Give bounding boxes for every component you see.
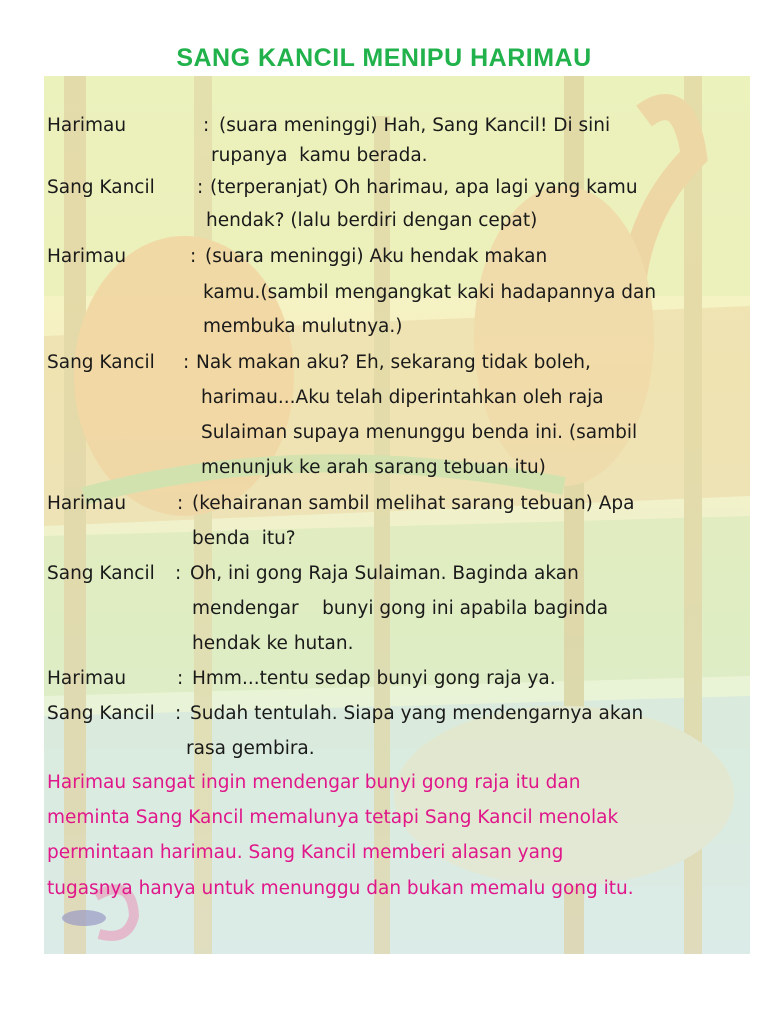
narration-line: tugasnya hanya untuk menunggu dan bukan memalu gong itu. <box>47 878 634 899</box>
dialogue-line: harimau...Aku telah diperintahkan oleh raja <box>201 387 604 408</box>
separator: : <box>177 493 184 514</box>
dialogue-line: Oh, ini gong Raja Sulaiman. Baginda akan <box>190 563 579 584</box>
dialogue-line: Nak makan aku? Eh, sekarang tidak boleh, <box>196 352 591 373</box>
dialogue-line: Sulaiman supaya menunggu benda ini. (sambil <box>201 422 638 443</box>
dialogue-line: menunjuk ke arah sarang tebuan itu) <box>201 457 546 478</box>
dialogue-line: rupanya kamu berada. <box>211 145 428 166</box>
dialogue-line: kamu.(sambil mengangkat kaki hadapannya dan <box>203 282 657 303</box>
dialogue-line: (suara meninggi) Hah, Sang Kancil! Di sini <box>219 115 611 136</box>
dialogue-line: Sudah tentulah. Siapa yang mendengarnya akan <box>190 703 644 724</box>
dialogue-line: mendengar bunyi gong ini apabila baginda <box>192 598 609 619</box>
speaker-label: Sang Kancil <box>47 177 155 198</box>
dialogue-line: membuka mulutnya.) <box>203 316 403 337</box>
speaker-label: Sang Kancil <box>47 563 155 584</box>
narration-line: meminta Sang Kancil memalunya tetapi Sang Kancil menolak <box>47 807 619 828</box>
dialogue-line: (kehairanan sambil melihat sarang tebuan) Apa <box>192 493 635 514</box>
speaker-label: Harimau <box>47 246 127 267</box>
page-title: SANG KANCIL MENIPU HARIMAU <box>176 44 592 72</box>
separator: : <box>177 668 184 689</box>
speaker-label: Harimau <box>47 668 127 689</box>
dialogue-line: Hmm...tentu sedap bunyi gong raja ya. <box>192 668 556 689</box>
separator: : <box>183 352 190 373</box>
separator: : <box>203 115 210 136</box>
speaker-label: Sang Kancil <box>47 703 155 724</box>
dialogue-line: benda itu? <box>192 528 296 549</box>
speaker-label: Harimau <box>47 115 127 136</box>
dialogue-line: rasa gembira. <box>186 738 315 759</box>
dialogue-line: hendak? (lalu berdiri dengan cepat) <box>206 210 538 231</box>
separator: : <box>190 246 197 267</box>
speaker-label: Sang Kancil <box>47 352 155 373</box>
narration-line: Harimau sangat ingin mendengar bunyi gong raja itu dan <box>47 772 581 793</box>
separator: : <box>197 177 204 198</box>
dialogue-line: (suara meninggi) Aku hendak makan <box>205 246 548 267</box>
dialogue-line: (terperanjat) Oh harimau, apa lagi yang kamu <box>210 177 638 198</box>
separator: : <box>175 703 182 724</box>
speaker-label: Harimau <box>47 493 127 514</box>
dialogue-line: hendak ke hutan. <box>192 633 354 654</box>
separator: : <box>175 563 182 584</box>
narration-line: permintaan harimau. Sang Kancil memberi alasan yang <box>47 842 564 863</box>
